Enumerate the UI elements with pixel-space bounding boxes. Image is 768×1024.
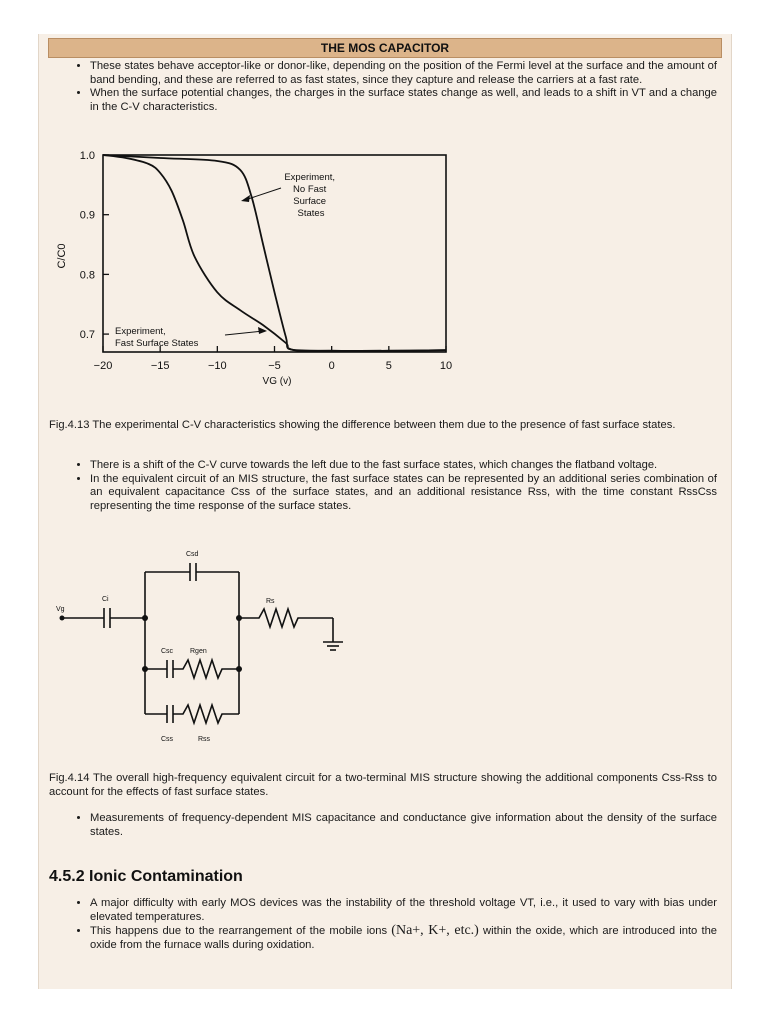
list-item: • There is a shift of the C-V curve towards the left due to the fast surface states, which changes the flatband voltage. [90, 459, 717, 473]
ions-text-post: within the oxide, which are introduced into the oxide from the furnace walls during oxidation. [90, 925, 718, 951]
curve-no-fast-states [103, 155, 446, 351]
ions-formula: (Na+, K+, etc.) [391, 923, 479, 939]
label-csc: Csc [161, 648, 174, 655]
label-css: Css [161, 736, 174, 743]
bullet-list-shift [49, 459, 717, 513]
label-line: Experiment, [284, 172, 336, 183]
equivalent-circuit-figure [49, 542, 369, 752]
label-line: No Fast [293, 184, 327, 195]
bullet-list-fast-states [49, 60, 717, 114]
label-csd: Csd [186, 551, 199, 558]
figure-caption-4-13: Fig.4.13 The experimental C-V characteristics showing the difference between them due to the presence of fast surface states. [49, 419, 676, 431]
x-tick-label: −20 [93, 360, 113, 372]
figure-caption-4-14: Fig.4.14 The overall high-frequency equivalent circuit for a two-terminal MIS structure showing the additional components Css-Rss to account for the effects of fast surface states. [49, 772, 717, 798]
curves [103, 155, 446, 351]
label-fast-group [115, 326, 199, 349]
circuit-wires [62, 563, 343, 723]
bullet-list-measurements [49, 812, 717, 839]
label-rss: Rss [198, 736, 211, 743]
x-tick-label: 0 [328, 360, 335, 372]
x-tick-label: 5 [385, 360, 392, 372]
document-page [38, 34, 732, 989]
y-tick-label: 0.9 [79, 209, 95, 222]
label-ci: Ci [102, 596, 109, 603]
ions-text-pre: This happens due to the rearrangement of the mobile ions [90, 925, 388, 938]
list-item: • Measurements of frequency-dependent MIS capacitance and conductance give information about the density of the surface states. [90, 812, 717, 839]
label-vg: Vg [56, 606, 65, 613]
bullet-list-ionic [49, 897, 717, 952]
circuit-nodes [60, 615, 243, 672]
y-axis-ticks [80, 150, 109, 341]
label-line: States [297, 208, 325, 219]
x-tick-label: −5 [268, 360, 281, 372]
y-axis-label: C/C0 [56, 243, 68, 269]
page-header [48, 38, 722, 58]
header-title: THE MOS CAPACITOR [320, 41, 450, 55]
x-tick-label: −10 [207, 360, 227, 372]
label-rgen: Rgen [190, 648, 207, 655]
arrow-fast [225, 331, 263, 335]
list-item [90, 924, 717, 952]
x-axis-label: VG (v) [262, 376, 292, 387]
plot-frame [103, 155, 446, 352]
label-rs: Rs [266, 598, 275, 605]
list-item: • When the surface potential changes, the charges in the surface states change as well, and leads to a shift in VT and a change in the C-V characteristics. [90, 87, 717, 114]
list-item: • These states behave acceptor-like or donor-like, depending on the position of the Fermi level at the surface and the amount of band bending, and these are referred to as fast states, since they capture and release the carriers at a fast rate. [90, 60, 717, 87]
cv-characteristics-figure [49, 144, 469, 394]
list-item: • In the equivalent circuit of an MIS structure, the fast surface states can be represented by an additional series combination of an equivalent capacitance Css of the surface states, and an additional resistance Rss, with the time constant RssCss representing the time response of the surface states. [90, 473, 717, 514]
label-line: Surface [293, 196, 327, 207]
section-heading: 4.5.2 Ionic Contamination [49, 868, 243, 885]
label-fast-line: Experiment, [115, 326, 166, 337]
y-tick-label: 1.0 [79, 150, 95, 162]
x-tick-label: −15 [150, 360, 170, 372]
y-tick-label: 0.8 [79, 269, 95, 282]
arrowhead-no-fast [241, 195, 250, 202]
label-fast-line: Fast Surface States [115, 338, 199, 349]
curve-fast-states [103, 155, 446, 351]
label-no-fast-states [284, 172, 337, 219]
x-tick-label: 10 [439, 360, 453, 372]
list-item: • A major difficulty with early MOS devices was the instability of the threshold voltage VT, i.e., it used to vary with bias under elevated temperatures. [90, 897, 717, 924]
y-tick-label: 0.7 [79, 329, 95, 342]
